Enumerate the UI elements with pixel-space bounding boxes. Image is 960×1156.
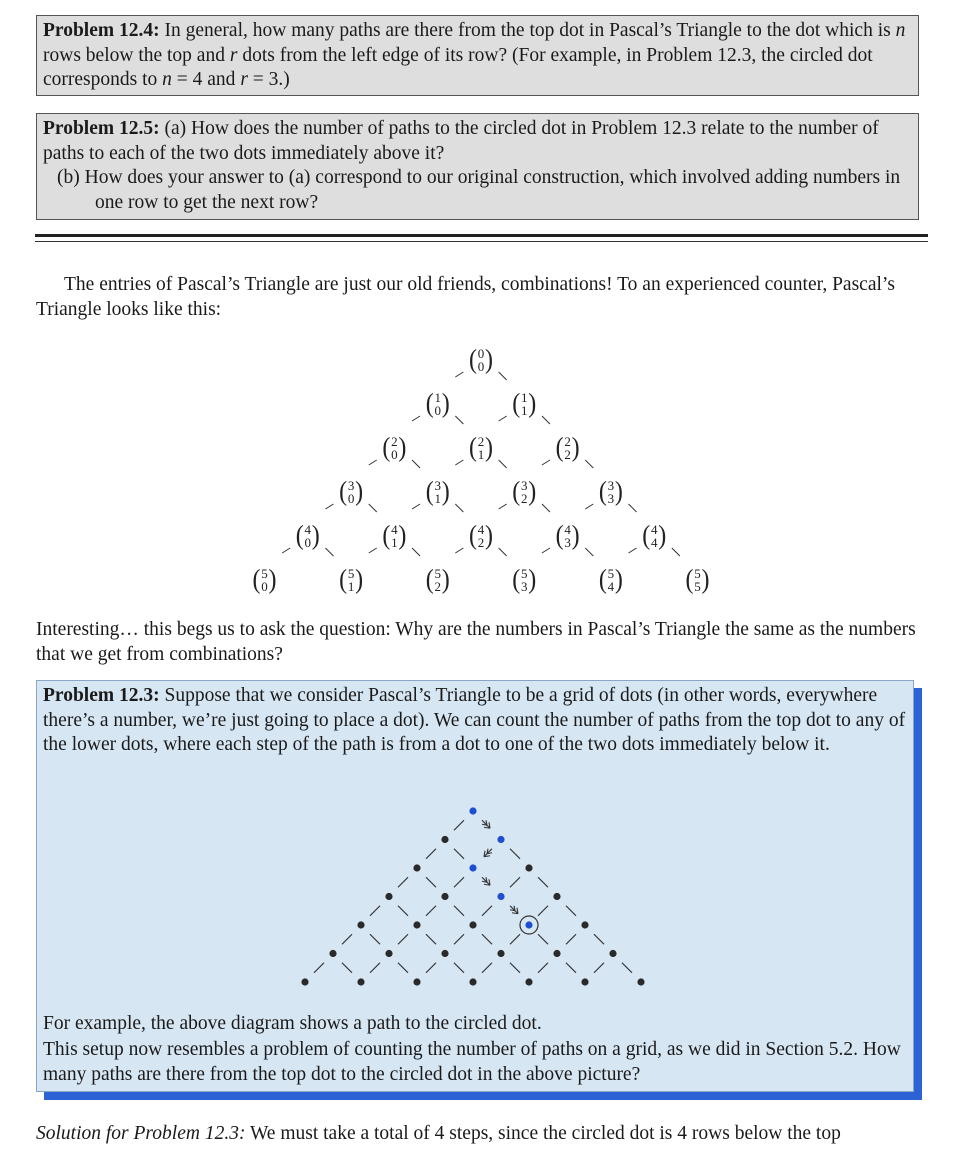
binomial-top: 5 (434, 566, 441, 581)
paren-left: ( (339, 475, 348, 507)
binomial-bottom: 1 (477, 447, 485, 462)
binomial-top: 2 (477, 434, 485, 449)
binomial-top: 5 (347, 566, 355, 581)
connector-left (499, 416, 507, 421)
binomial-coefficient (339, 564, 363, 595)
binomial-coefficient (426, 388, 450, 419)
binomial-top: 3 (607, 478, 615, 493)
variable-r: r (229, 44, 238, 66)
solution-paragraph (36, 1122, 928, 1147)
connector-left (542, 460, 550, 465)
binomial-coefficient (296, 520, 320, 551)
paren-left: ( (252, 563, 261, 595)
connector-left (369, 548, 377, 553)
binomial-coefficient (339, 476, 363, 507)
connector-left (455, 460, 463, 465)
binomial-top: 2 (391, 434, 398, 449)
interesting-paragraph: Interesting… this begs us to ask the question: Why are the numbers in Pascal’s Triangle the same as the numbers that we get from combinations? (36, 619, 916, 665)
binomial-coefficient (599, 476, 623, 507)
binomial-bottom: 0 (391, 447, 398, 462)
variable-r: r (240, 69, 248, 90)
problem-12-3-box (36, 680, 914, 1092)
binomial-coefficient (556, 432, 580, 463)
paren-left: ( (555, 431, 564, 463)
paren-right: ) (484, 519, 494, 551)
paren-left: ( (425, 475, 434, 507)
paren-left: ( (425, 563, 434, 595)
paren-right: ) (528, 475, 537, 507)
connector-right (542, 416, 550, 424)
binomial-top: 4 (650, 522, 658, 537)
paren-right: ) (614, 563, 623, 595)
binomial-bottom: 4 (607, 579, 615, 594)
paren-left: ( (382, 519, 391, 551)
paren-right: ) (528, 387, 537, 419)
connector-right (629, 504, 637, 512)
paren-left: ( (339, 563, 348, 595)
paren-left: ( (468, 519, 478, 551)
binomial-bottom: 0 (477, 359, 485, 374)
connector-right (499, 548, 507, 556)
binomial-coefficient (512, 388, 536, 419)
paren-right: ) (658, 519, 667, 551)
connector-right (585, 548, 593, 556)
paren-left: ( (642, 519, 651, 551)
part-a-text: (a) How does the number of paths to the circled dot in Problem 12.3 relate to the number of paths to each of the two dots immediately above it? (43, 118, 879, 164)
connector-right (585, 460, 593, 468)
paren-left: ( (555, 519, 564, 551)
binomial-coefficient (382, 432, 406, 463)
binomial-top: 2 (564, 434, 571, 449)
solution-label: Solution for Problem 12.3: (36, 1123, 246, 1144)
variable-n: n (895, 20, 906, 41)
binomial-top: 4 (304, 522, 312, 537)
binomial-bottom: 0 (347, 491, 355, 506)
binomial-coefficient (512, 476, 536, 507)
binomial-bottom: 3 (564, 535, 571, 550)
problem-text: = 3.) (247, 69, 290, 90)
connector-left (585, 504, 593, 509)
binomial-coefficient (469, 520, 493, 551)
binomial-top: 3 (434, 478, 441, 493)
paren-right: ) (571, 519, 580, 551)
binomial-coefficient (599, 564, 623, 595)
problem-text: Suppose that we consider Pascal’s Triangle to be a grid of dots (in other words, everywhere there’s a number, we’re just going to place a dot). We can count the number of paths from the top dot to any of the lower dots, where each step of the path is from a dot to one of the two dots immediately below it. (43, 685, 906, 755)
paren-left: ( (598, 563, 607, 595)
binomial-coefficient (512, 564, 536, 595)
paren-right: ) (484, 431, 494, 463)
paren-right: ) (355, 563, 364, 595)
connector-left (455, 372, 463, 377)
problem-text: = 4 and (171, 69, 241, 90)
binomial-bottom: 2 (521, 491, 528, 506)
connector-left (455, 548, 463, 553)
problem-label: Problem 12.5: (43, 118, 160, 139)
paren-left: ( (512, 475, 521, 507)
binomial-top: 4 (564, 522, 571, 537)
binomial-top: 3 (347, 478, 355, 493)
binomial-coefficient (426, 476, 450, 507)
binomial-coefficient (252, 564, 276, 595)
paren-right: ) (441, 563, 450, 595)
paren-right: ) (268, 563, 277, 595)
paren-right: ) (441, 387, 450, 419)
binomial-bottom: 2 (434, 579, 441, 594)
binomial-bottom: 2 (477, 535, 485, 550)
binomial-bottom: 1 (347, 579, 355, 594)
binomial-bottom: 2 (564, 447, 571, 462)
binomial-top: 4 (477, 522, 485, 537)
binomial-coefficient (469, 432, 493, 463)
binomial-bottom: 1 (391, 535, 398, 550)
binomial-coefficient (382, 520, 406, 551)
binomial-coefficient (469, 344, 493, 375)
paren-left: ( (512, 387, 521, 419)
binomial-coefficient (426, 564, 450, 595)
paren-right: ) (571, 431, 580, 463)
paren-left: ( (425, 387, 434, 419)
example-text: For example, the above diagram shows a path to the circled dot. (43, 1013, 542, 1034)
connector-right (369, 504, 377, 512)
problem-12-3-container (36, 680, 914, 1092)
question-text: This setup now resembles a problem of counting the number of paths on a grid, as we did in Section 5.2. How many paths are there from the top dot to the circled dot in the above picture? (43, 1039, 901, 1085)
connector-right (455, 416, 463, 424)
problem-statement (43, 684, 908, 758)
connector-left (499, 504, 507, 509)
binomial-bottom: 1 (521, 403, 528, 418)
section-divider-thin (35, 241, 928, 242)
paren-right: ) (441, 475, 450, 507)
connector-left (369, 460, 377, 465)
binomial-bottom: 3 (521, 579, 528, 594)
paren-left: ( (512, 563, 521, 595)
problem-text: rows below the top and (43, 44, 230, 66)
paren-right: ) (398, 519, 407, 551)
connector-right (412, 548, 420, 556)
connector-right (325, 548, 333, 556)
problem-label: Problem 12.4: (43, 20, 160, 41)
binomial-top: 1 (521, 390, 528, 405)
paren-left: ( (468, 431, 478, 463)
paren-right: ) (311, 519, 320, 551)
binomial-bottom: 3 (607, 491, 615, 506)
problem-part-b: (b) How does your answer to (a) correspond to our original construction, which involved adding numbers in one row to get the next row? (57, 167, 901, 213)
paren-right: ) (701, 563, 710, 595)
binomial-bottom: 0 (261, 579, 268, 594)
binomial-top: 4 (391, 522, 398, 537)
connector-right (542, 504, 550, 512)
binomial-coefficient (642, 520, 666, 551)
section-divider-thick (35, 234, 928, 237)
binomial-top: 5 (261, 566, 268, 581)
binomial-top: 5 (521, 566, 528, 581)
paren-right: ) (355, 475, 364, 507)
connector-right (412, 460, 420, 468)
paren-left: ( (295, 519, 304, 551)
problem-part-a (43, 117, 912, 166)
problem-12-4-box (36, 15, 919, 96)
binomial-bottom: 5 (694, 579, 701, 594)
solution-text: We must take a total of 4 steps, since the circled dot is 4 rows below the top (245, 1123, 841, 1144)
problem-12-5-box (36, 113, 919, 220)
binomial-coefficient (685, 564, 709, 595)
connector-right (499, 372, 507, 380)
connector-right (499, 460, 507, 468)
binomial-bottom: 0 (304, 535, 312, 550)
connector-left (412, 416, 420, 421)
problem-text: dots from the left edge of its row? (For example, in Problem 12.3, the circled dot corresponds to (43, 44, 873, 90)
connector-left (542, 548, 550, 553)
paren-right: ) (484, 343, 494, 375)
connector-left (282, 548, 290, 553)
binomial-top: 5 (694, 566, 701, 581)
connector-right (455, 504, 463, 512)
paren-right: ) (528, 563, 537, 595)
connector-left (412, 504, 420, 509)
connector-right (672, 548, 680, 556)
paren-left: ( (685, 563, 694, 595)
binomial-bottom: 4 (650, 535, 658, 550)
connector-left (325, 504, 333, 509)
variable-n: n (162, 69, 172, 90)
paren-right: ) (398, 431, 407, 463)
paren-left: ( (382, 431, 391, 463)
binomial-top: 0 (477, 346, 485, 361)
problem-text: In general, how many paths are there from the top dot in Pascal’s Triangle to the dot which is (159, 20, 896, 41)
binomial-bottom: 0 (434, 403, 441, 418)
binomial-top: 3 (521, 478, 528, 493)
connector-left (629, 548, 637, 553)
intro-paragraph: The entries of Pascal’s Triangle are just our old friends, combinations! To an experienced counter, Pascal’s Triangle looks like this: (36, 274, 895, 320)
binomial-top: 5 (607, 566, 615, 581)
paren-left: ( (598, 475, 607, 507)
paren-left: ( (468, 343, 478, 375)
binomial-top: 1 (434, 390, 441, 405)
binomial-bottom: 1 (434, 491, 441, 506)
problem-label: Problem 12.3: (43, 685, 160, 706)
binomial-coefficient (556, 520, 580, 551)
paren-right: ) (614, 475, 623, 507)
